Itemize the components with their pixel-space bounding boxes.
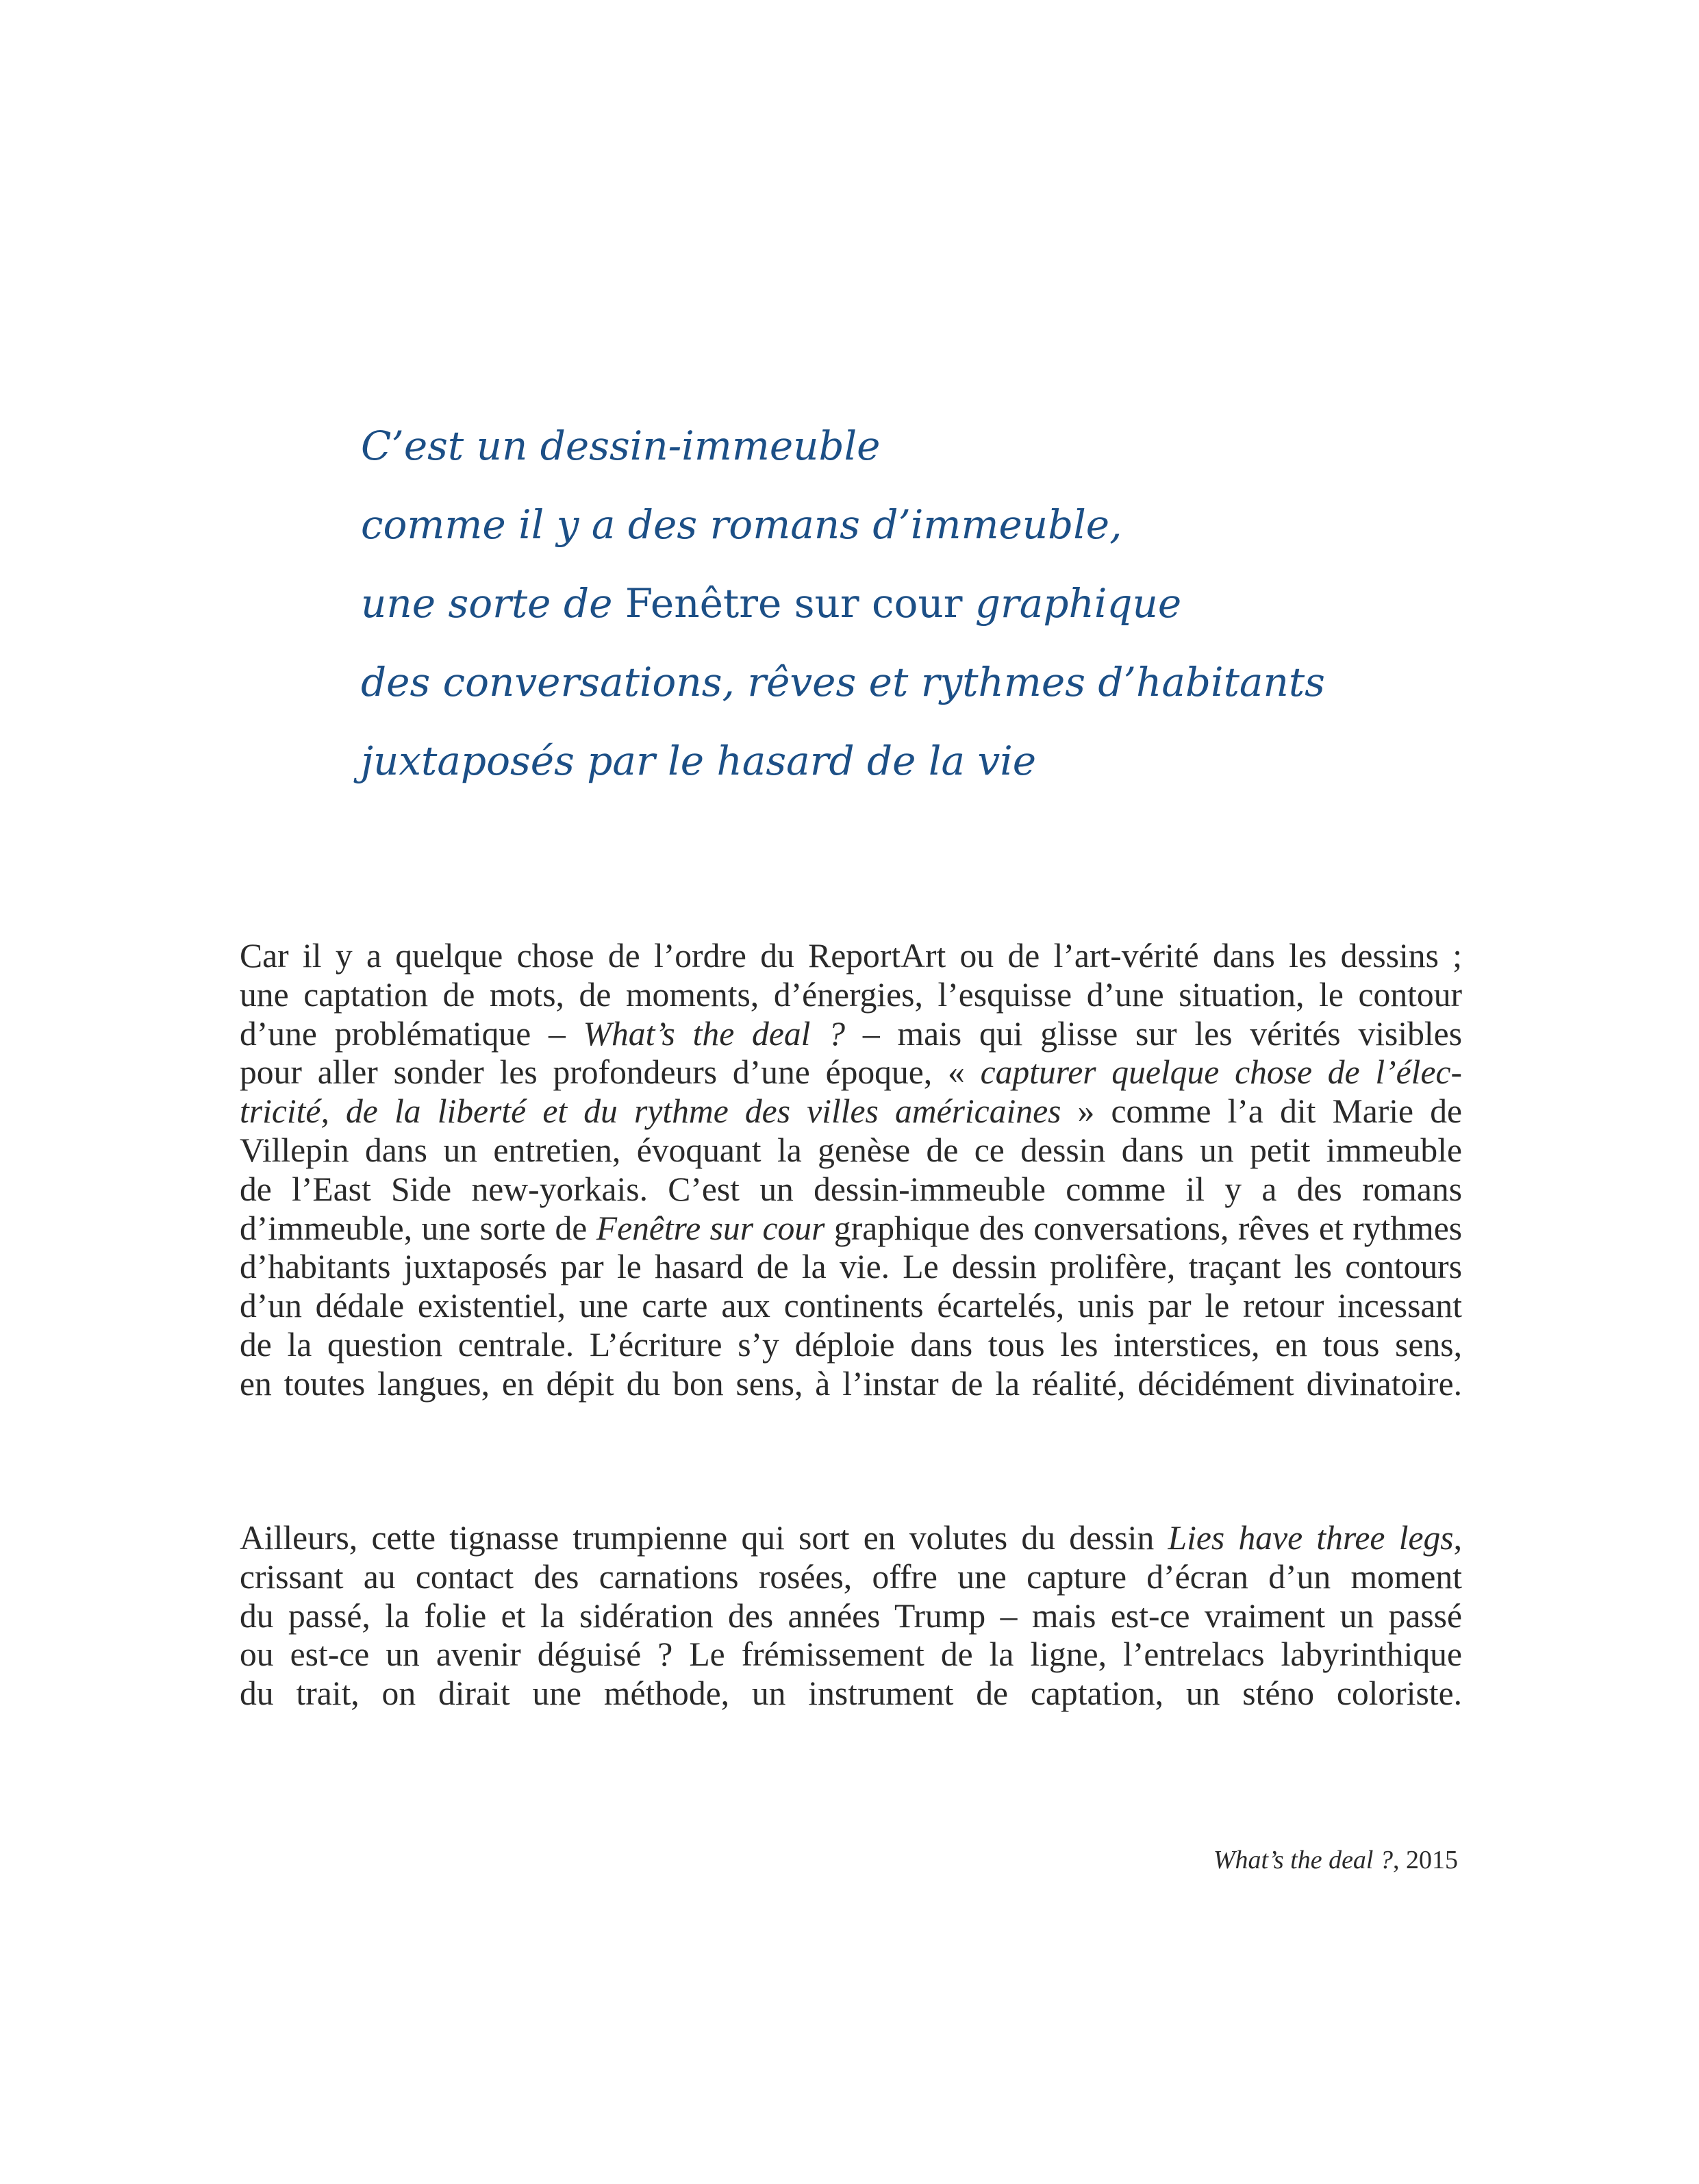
text-line: [240, 1053, 1462, 1092]
text-line: [361, 486, 1525, 564]
text-run: de la question centrale. L’écriture s’y déploie dans tous les interstices, en tous sens,: [240, 1325, 1462, 1364]
text-line: [240, 1287, 1462, 1326]
pull-quote: [361, 407, 1525, 801]
text-line: [240, 1015, 1462, 1054]
text-run: en toutes langues, en dépit du bon sens, à l’instar de la réalité, décidément divinatoire.: [240, 1364, 1462, 1403]
text-run: une captation de mots, de moments, d’énergies, l’esquisse d’une situation, le contour: [240, 975, 1462, 1014]
text-line: [240, 976, 1462, 1015]
text-run: Fenêtre sur cour: [625, 580, 963, 627]
text-run: crissant au contact des carnations rosées, offre une capture d’écran d’un moment: [240, 1557, 1462, 1596]
text-line: [240, 1674, 1462, 1714]
italic-text: Fenêtre sur cour: [596, 1209, 825, 1247]
italic-text: capturer quelque chose de l’élec-: [980, 1053, 1462, 1092]
text-line: [361, 643, 1525, 722]
text-run: pour aller sonder les profondeurs d’une époque, «: [240, 1053, 981, 1092]
text-run: du passé, la folie et la sidération des années Trump – mais est-ce vraiment un passé: [240, 1596, 1462, 1635]
text-run: Villepin dans un entretien, évoquant la genèse de ce dessin dans un petit immeuble: [240, 1131, 1462, 1169]
text-line: [240, 1092, 1462, 1131]
artwork-caption: [1213, 1844, 1458, 1877]
text-line: [240, 937, 1462, 976]
text-run: ,: [1453, 1519, 1463, 1557]
italic-text: juxtaposés par le hasard de la vie: [361, 738, 1037, 784]
text-run: » comme l’a dit Marie de: [1061, 1092, 1462, 1131]
paragraph-reportart: [240, 937, 1462, 1404]
text-run: du trait, on dirait une méthode, un instrument de captation, un sténo coloriste.: [240, 1674, 1462, 1713]
text-line: [240, 1365, 1462, 1404]
italic-text: des conversations, rêves et rythmes d’habitants: [361, 659, 1325, 705]
italic-text: What’s the deal ?: [583, 1014, 846, 1053]
text-line: [361, 564, 1525, 643]
italic-text: C’est un dessin-immeuble: [361, 423, 881, 469]
text-run: – mais qui glisse sur les vérités visibles: [845, 1014, 1462, 1053]
italic-text: Lies have three legs: [1168, 1519, 1454, 1557]
text-run: de l’East Side new-yorkais. C’est un dessin-immeuble comme il y a des romans: [240, 1170, 1462, 1208]
text-run: ou est-ce un avenir déguisé ? Le frémissement de la ligne, l’entrelacs labyrinthique: [240, 1635, 1462, 1674]
italic-text: une sorte de: [361, 580, 625, 627]
text-run: Ailleurs, cette tignasse trumpienne qui sort en volutes du dessin: [240, 1519, 1168, 1557]
text-run: d’immeuble, une sorte de: [240, 1209, 596, 1247]
text-line: [361, 407, 1525, 486]
text-line: [240, 1209, 1462, 1248]
text-line: [240, 1326, 1462, 1365]
italic-text: comme il y a des romans d’immeuble,: [361, 501, 1122, 548]
italic-text: tricité, de la liberté et du rythme des villes américaines: [240, 1092, 1061, 1131]
text-line: [240, 1131, 1462, 1170]
text-line: [240, 1248, 1462, 1287]
text-line: [240, 1635, 1462, 1674]
text-run: d’une problématique –: [240, 1014, 583, 1053]
italic-text: graphique: [962, 580, 1182, 627]
caption-year: , 2015: [1393, 1846, 1458, 1874]
text-run: d’habitants juxtaposés par le hasard de la vie. Le dessin prolifère, traçant les contours: [240, 1248, 1462, 1286]
text-line: [361, 722, 1525, 801]
text-line: [240, 1597, 1462, 1636]
text-run: graphique des conversations, rêves et rythmes: [825, 1209, 1463, 1247]
text-line: [240, 1519, 1462, 1558]
text-line: [240, 1558, 1462, 1597]
text-run: Car il y a quelque chose de l’ordre du ReportArt ou de l’art-vérité dans les dessins ;: [240, 937, 1462, 975]
paragraph-trump: [240, 1519, 1462, 1714]
caption-title: What’s the deal ?: [1213, 1846, 1393, 1874]
text-line: [240, 1170, 1462, 1209]
text-run: d’un dédale existentiel, une carte aux continents écartelés, unis par le retour incessant: [240, 1287, 1462, 1325]
